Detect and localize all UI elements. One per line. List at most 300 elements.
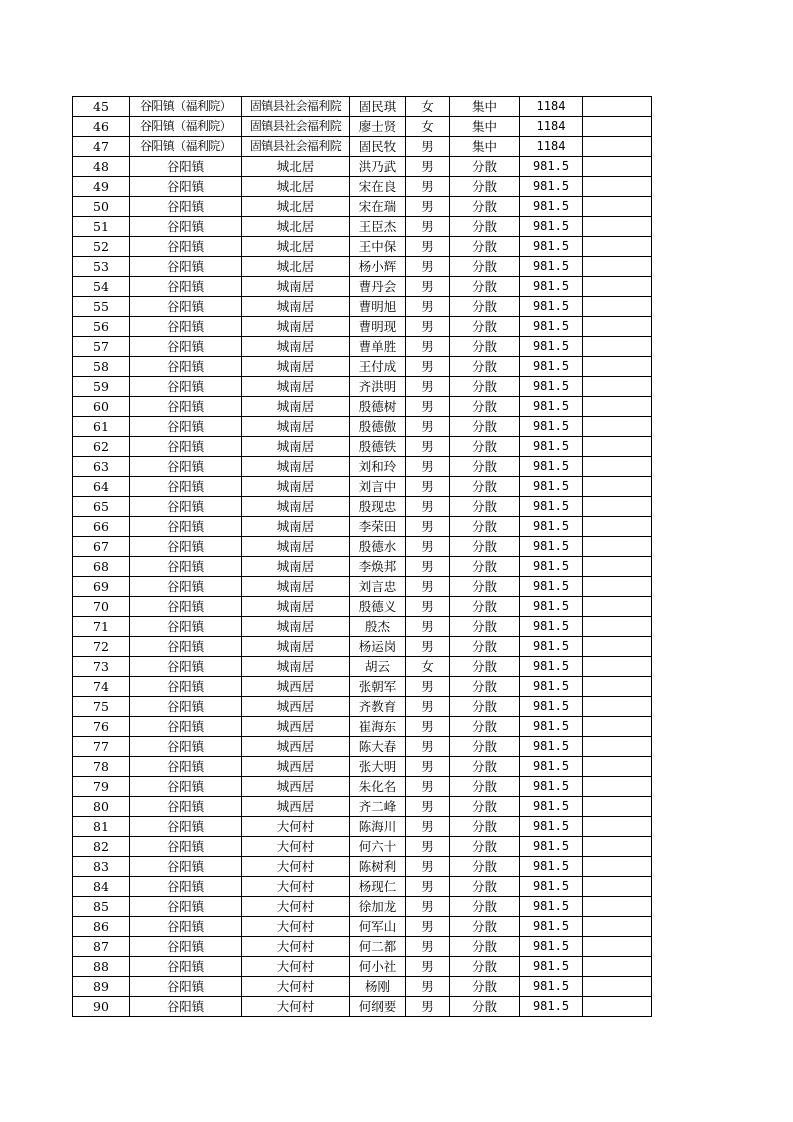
row-number-cell: 49 (73, 177, 130, 197)
amount-cell: 981.5 (520, 897, 583, 917)
name-cell: 刘言中 (350, 477, 406, 497)
amount-cell: 981.5 (520, 637, 583, 657)
name-cell: 张大明 (350, 757, 406, 777)
name-cell: 王付成 (350, 357, 406, 377)
row-number-cell: 52 (73, 237, 130, 257)
village-cell: 城南居 (242, 357, 350, 377)
remarks-cell (583, 237, 652, 257)
table-row (73, 737, 652, 757)
town-cell: 谷阳镇 (130, 337, 242, 357)
amount-cell: 981.5 (520, 177, 583, 197)
row-number-cell: 51 (73, 217, 130, 237)
support-type-cell: 分散 (450, 697, 520, 717)
amount-cell: 981.5 (520, 237, 583, 257)
amount-cell: 981.5 (520, 757, 583, 777)
amount-cell: 1184 (520, 97, 583, 117)
table-row (73, 797, 652, 817)
village-cell: 城北居 (242, 237, 350, 257)
remarks-cell (583, 597, 652, 617)
table-row (73, 917, 652, 937)
gender-cell: 男 (406, 497, 450, 517)
town-cell: 谷阳镇 (130, 577, 242, 597)
name-cell: 殷杰 (350, 617, 406, 637)
support-type-cell: 分散 (450, 457, 520, 477)
gender-cell: 男 (406, 917, 450, 937)
table-row (73, 457, 652, 477)
amount-cell: 981.5 (520, 857, 583, 877)
amount-cell: 1184 (520, 137, 583, 157)
remarks-cell (583, 477, 652, 497)
name-cell: 廖士贤 (350, 117, 406, 137)
village-cell: 城南居 (242, 637, 350, 657)
row-number-cell: 83 (73, 857, 130, 877)
row-number-cell: 77 (73, 737, 130, 757)
town-cell: 谷阳镇 (130, 317, 242, 337)
village-cell: 城南居 (242, 477, 350, 497)
amount-cell: 981.5 (520, 517, 583, 537)
gender-cell: 男 (406, 457, 450, 477)
row-number-cell: 48 (73, 157, 130, 177)
name-cell: 曹明现 (350, 317, 406, 337)
table-row (73, 657, 652, 677)
name-cell: 宋在瑞 (350, 197, 406, 217)
town-cell: 谷阳镇 (130, 757, 242, 777)
table-row (73, 97, 652, 117)
remarks-cell (583, 637, 652, 657)
amount-cell: 981.5 (520, 497, 583, 517)
remarks-cell (583, 777, 652, 797)
remarks-cell (583, 497, 652, 517)
gender-cell: 男 (406, 857, 450, 877)
village-cell: 城西居 (242, 737, 350, 757)
table-row (73, 857, 652, 877)
table-row (73, 237, 652, 257)
table-row (73, 277, 652, 297)
table-row (73, 317, 652, 337)
name-cell: 刘和玲 (350, 457, 406, 477)
town-cell: 谷阳镇 (130, 817, 242, 837)
village-cell: 城南居 (242, 537, 350, 557)
support-type-cell: 分散 (450, 677, 520, 697)
amount-cell: 981.5 (520, 477, 583, 497)
support-type-cell: 分散 (450, 797, 520, 817)
gender-cell: 男 (406, 957, 450, 977)
amount-cell: 981.5 (520, 277, 583, 297)
town-cell: 谷阳镇（福利院） (130, 117, 242, 137)
support-type-cell: 分散 (450, 177, 520, 197)
table-row (73, 577, 652, 597)
village-cell: 城西居 (242, 677, 350, 697)
remarks-cell (583, 677, 652, 697)
table-row (73, 297, 652, 317)
row-number-cell: 84 (73, 877, 130, 897)
row-number-cell: 60 (73, 397, 130, 417)
row-number-cell: 86 (73, 917, 130, 937)
town-cell: 谷阳镇 (130, 157, 242, 177)
row-number-cell: 80 (73, 797, 130, 817)
town-cell: 谷阳镇 (130, 737, 242, 757)
gender-cell: 男 (406, 177, 450, 197)
table-row (73, 137, 652, 157)
village-cell: 城南居 (242, 557, 350, 577)
village-cell: 城北居 (242, 157, 350, 177)
row-number-cell: 69 (73, 577, 130, 597)
village-cell: 城北居 (242, 257, 350, 277)
table-row (73, 417, 652, 437)
town-cell: 谷阳镇 (130, 357, 242, 377)
name-cell: 何小社 (350, 957, 406, 977)
support-type-cell: 分散 (450, 777, 520, 797)
name-cell: 杨运岗 (350, 637, 406, 657)
row-number-cell: 71 (73, 617, 130, 637)
village-cell: 城西居 (242, 697, 350, 717)
support-type-cell: 集中 (450, 117, 520, 137)
name-cell: 齐教育 (350, 697, 406, 717)
table-row (73, 557, 652, 577)
gender-cell: 男 (406, 837, 450, 857)
town-cell: 谷阳镇 (130, 657, 242, 677)
row-number-cell: 64 (73, 477, 130, 497)
support-type-cell: 分散 (450, 297, 520, 317)
row-number-cell: 53 (73, 257, 130, 277)
village-cell: 城南居 (242, 437, 350, 457)
support-type-cell: 分散 (450, 237, 520, 257)
support-type-cell: 分散 (450, 437, 520, 457)
town-cell: 谷阳镇 (130, 397, 242, 417)
remarks-cell (583, 257, 652, 277)
support-type-cell: 分散 (450, 597, 520, 617)
row-number-cell: 54 (73, 277, 130, 297)
amount-cell: 981.5 (520, 617, 583, 637)
name-cell: 杨现仁 (350, 877, 406, 897)
table-row (73, 697, 652, 717)
remarks-cell (583, 357, 652, 377)
name-cell: 殷德树 (350, 397, 406, 417)
table-row (73, 197, 652, 217)
amount-cell: 981.5 (520, 797, 583, 817)
village-cell: 固镇县社会福利院 (242, 137, 350, 157)
town-cell: 谷阳镇 (130, 717, 242, 737)
name-cell: 王臣杰 (350, 217, 406, 237)
village-cell: 城北居 (242, 177, 350, 197)
remarks-cell (583, 557, 652, 577)
town-cell: 谷阳镇 (130, 277, 242, 297)
table-row (73, 397, 652, 417)
name-cell: 曹丹会 (350, 277, 406, 297)
support-type-cell: 分散 (450, 877, 520, 897)
row-number-cell: 78 (73, 757, 130, 777)
village-cell: 大何村 (242, 897, 350, 917)
amount-cell: 981.5 (520, 697, 583, 717)
gender-cell: 男 (406, 157, 450, 177)
support-type-cell: 分散 (450, 497, 520, 517)
village-cell: 城南居 (242, 317, 350, 337)
name-cell: 宋在良 (350, 177, 406, 197)
amount-cell: 981.5 (520, 357, 583, 377)
gender-cell: 男 (406, 897, 450, 917)
row-number-cell: 47 (73, 137, 130, 157)
support-type-cell: 分散 (450, 897, 520, 917)
remarks-cell (583, 697, 652, 717)
town-cell: 谷阳镇 (130, 297, 242, 317)
village-cell: 大何村 (242, 837, 350, 857)
village-cell: 大何村 (242, 817, 350, 837)
support-type-cell: 分散 (450, 917, 520, 937)
support-type-cell: 分散 (450, 577, 520, 597)
town-cell: 谷阳镇 (130, 857, 242, 877)
village-cell: 城南居 (242, 277, 350, 297)
table-row (73, 837, 652, 857)
town-cell: 谷阳镇 (130, 897, 242, 917)
town-cell: 谷阳镇（福利院） (130, 97, 242, 117)
village-cell: 大何村 (242, 937, 350, 957)
row-number-cell: 63 (73, 457, 130, 477)
name-cell: 何六十 (350, 837, 406, 857)
town-cell: 谷阳镇 (130, 677, 242, 697)
gender-cell: 男 (406, 817, 450, 837)
remarks-cell (583, 957, 652, 977)
gender-cell: 男 (406, 737, 450, 757)
town-cell: 谷阳镇 (130, 417, 242, 437)
amount-cell: 981.5 (520, 977, 583, 997)
row-number-cell: 72 (73, 637, 130, 657)
row-number-cell: 68 (73, 557, 130, 577)
remarks-cell (583, 737, 652, 757)
support-type-cell: 分散 (450, 417, 520, 437)
remarks-cell (583, 817, 652, 837)
village-cell: 大何村 (242, 977, 350, 997)
remarks-cell (583, 577, 652, 597)
table-body (73, 97, 652, 1017)
village-cell: 城西居 (242, 777, 350, 797)
remarks-cell (583, 317, 652, 337)
table-row (73, 477, 652, 497)
table-row (73, 637, 652, 657)
support-type-cell: 分散 (450, 537, 520, 557)
support-type-cell: 分散 (450, 837, 520, 857)
name-cell: 曹单胜 (350, 337, 406, 357)
town-cell: 谷阳镇 (130, 437, 242, 457)
town-cell: 谷阳镇 (130, 957, 242, 977)
amount-cell: 981.5 (520, 537, 583, 557)
row-number-cell: 50 (73, 197, 130, 217)
support-type-cell: 分散 (450, 397, 520, 417)
table-row (73, 337, 652, 357)
town-cell: 谷阳镇 (130, 597, 242, 617)
table-row (73, 897, 652, 917)
gender-cell: 男 (406, 297, 450, 317)
gender-cell: 男 (406, 997, 450, 1017)
remarks-cell (583, 657, 652, 677)
village-cell: 大何村 (242, 857, 350, 877)
support-type-cell: 分散 (450, 517, 520, 537)
row-number-cell: 65 (73, 497, 130, 517)
village-cell: 城南居 (242, 337, 350, 357)
name-cell: 殷德义 (350, 597, 406, 617)
name-cell: 何二都 (350, 937, 406, 957)
gender-cell: 男 (406, 697, 450, 717)
gender-cell: 男 (406, 637, 450, 657)
village-cell: 大何村 (242, 997, 350, 1017)
gender-cell: 男 (406, 757, 450, 777)
remarks-cell (583, 97, 652, 117)
row-number-cell: 76 (73, 717, 130, 737)
amount-cell: 981.5 (520, 257, 583, 277)
remarks-cell (583, 217, 652, 237)
name-cell: 刘言忠 (350, 577, 406, 597)
table-row (73, 957, 652, 977)
row-number-cell: 87 (73, 937, 130, 957)
village-cell: 城南居 (242, 377, 350, 397)
row-number-cell: 82 (73, 837, 130, 857)
remarks-cell (583, 877, 652, 897)
town-cell: 谷阳镇 (130, 557, 242, 577)
table-row (73, 257, 652, 277)
table-row (73, 357, 652, 377)
village-cell: 固镇县社会福利院 (242, 97, 350, 117)
support-type-cell: 分散 (450, 317, 520, 337)
town-cell: 谷阳镇 (130, 457, 242, 477)
amount-cell: 981.5 (520, 577, 583, 597)
town-cell: 谷阳镇 (130, 257, 242, 277)
name-cell: 何纲要 (350, 997, 406, 1017)
amount-cell: 981.5 (520, 597, 583, 617)
village-cell: 固镇县社会福利院 (242, 117, 350, 137)
town-cell: 谷阳镇 (130, 517, 242, 537)
row-number-cell: 79 (73, 777, 130, 797)
row-number-cell: 56 (73, 317, 130, 337)
gender-cell: 男 (406, 197, 450, 217)
table-row (73, 437, 652, 457)
village-cell: 城西居 (242, 717, 350, 737)
name-cell: 朱化名 (350, 777, 406, 797)
table-row (73, 597, 652, 617)
remarks-cell (583, 337, 652, 357)
gender-cell: 男 (406, 677, 450, 697)
support-type-cell: 分散 (450, 977, 520, 997)
village-cell: 城南居 (242, 497, 350, 517)
village-cell: 城南居 (242, 617, 350, 637)
town-cell: 谷阳镇 (130, 917, 242, 937)
row-number-cell: 62 (73, 437, 130, 457)
remarks-cell (583, 977, 652, 997)
support-type-cell: 分散 (450, 377, 520, 397)
town-cell: 谷阳镇 (130, 177, 242, 197)
table-row (73, 377, 652, 397)
row-number-cell: 90 (73, 997, 130, 1017)
support-type-cell: 集中 (450, 97, 520, 117)
table-row (73, 757, 652, 777)
remarks-cell (583, 917, 652, 937)
gender-cell: 女 (406, 117, 450, 137)
name-cell: 固民琪 (350, 97, 406, 117)
gender-cell: 男 (406, 377, 450, 397)
row-number-cell: 75 (73, 697, 130, 717)
amount-cell: 981.5 (520, 997, 583, 1017)
name-cell: 陈树利 (350, 857, 406, 877)
amount-cell: 981.5 (520, 417, 583, 437)
name-cell: 徐加龙 (350, 897, 406, 917)
village-cell: 城北居 (242, 217, 350, 237)
remarks-cell (583, 397, 652, 417)
name-cell: 齐二峰 (350, 797, 406, 817)
amount-cell: 981.5 (520, 737, 583, 757)
gender-cell: 男 (406, 937, 450, 957)
village-cell: 大何村 (242, 877, 350, 897)
amount-cell: 981.5 (520, 877, 583, 897)
town-cell: 谷阳镇 (130, 617, 242, 637)
town-cell: 谷阳镇 (130, 997, 242, 1017)
table-row (73, 177, 652, 197)
name-cell: 张朝军 (350, 677, 406, 697)
amount-cell: 981.5 (520, 677, 583, 697)
support-type-cell: 分散 (450, 617, 520, 637)
table-row (73, 157, 652, 177)
name-cell: 殷现忠 (350, 497, 406, 517)
gender-cell: 男 (406, 517, 450, 537)
amount-cell: 981.5 (520, 197, 583, 217)
town-cell: 谷阳镇 (130, 777, 242, 797)
amount-cell: 981.5 (520, 377, 583, 397)
village-cell: 大何村 (242, 917, 350, 937)
gender-cell: 男 (406, 777, 450, 797)
village-cell: 大何村 (242, 957, 350, 977)
amount-cell: 981.5 (520, 717, 583, 737)
name-cell: 崔海东 (350, 717, 406, 737)
remarks-cell (583, 177, 652, 197)
row-number-cell: 61 (73, 417, 130, 437)
support-type-cell: 分散 (450, 277, 520, 297)
support-type-cell: 分散 (450, 937, 520, 957)
village-cell: 城南居 (242, 417, 350, 437)
support-type-cell: 分散 (450, 857, 520, 877)
town-cell: 谷阳镇 (130, 197, 242, 217)
gender-cell: 男 (406, 417, 450, 437)
support-type-cell: 分散 (450, 557, 520, 577)
row-number-cell: 85 (73, 897, 130, 917)
village-cell: 城西居 (242, 757, 350, 777)
name-cell: 杨小辉 (350, 257, 406, 277)
village-cell: 城南居 (242, 657, 350, 677)
row-number-cell: 73 (73, 657, 130, 677)
support-type-cell: 分散 (450, 197, 520, 217)
remarks-cell (583, 137, 652, 157)
support-type-cell: 分散 (450, 477, 520, 497)
name-cell: 陈大春 (350, 737, 406, 757)
town-cell: 谷阳镇 (130, 497, 242, 517)
gender-cell: 男 (406, 537, 450, 557)
gender-cell: 男 (406, 217, 450, 237)
village-cell: 城南居 (242, 397, 350, 417)
name-cell: 陈海川 (350, 817, 406, 837)
remarks-cell (583, 377, 652, 397)
amount-cell: 981.5 (520, 217, 583, 237)
table-row (73, 517, 652, 537)
name-cell: 殷德铁 (350, 437, 406, 457)
remarks-cell (583, 757, 652, 777)
name-cell: 洪乃武 (350, 157, 406, 177)
remarks-cell (583, 937, 652, 957)
remarks-cell (583, 617, 652, 637)
name-cell: 殷德水 (350, 537, 406, 557)
gender-cell: 男 (406, 257, 450, 277)
town-cell: 谷阳镇 (130, 537, 242, 557)
support-type-cell: 分散 (450, 997, 520, 1017)
support-type-cell: 分散 (450, 357, 520, 377)
village-cell: 城西居 (242, 797, 350, 817)
name-cell: 李焕邦 (350, 557, 406, 577)
gender-cell: 男 (406, 577, 450, 597)
